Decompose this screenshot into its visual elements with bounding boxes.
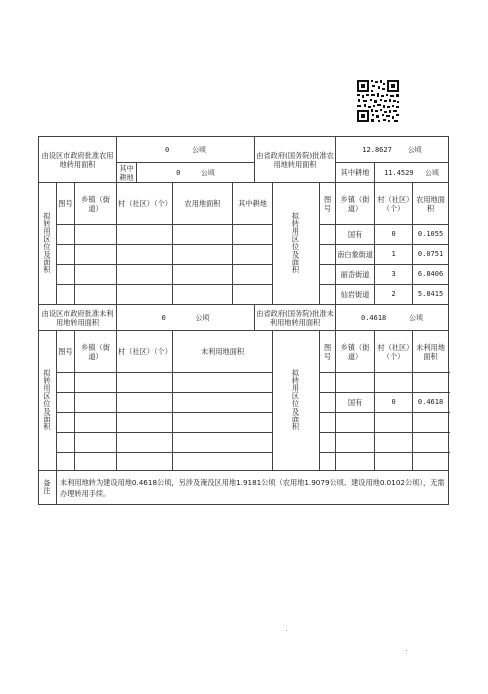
qr-code-icon [356,79,400,123]
prov-row-town: 仙岩街道 [336,285,375,305]
section-label-nong-city [39,183,57,305]
prov-gengdi-label: 其中耕地 [336,163,375,183]
city-weili-label: 由设区市政府批准未利用地转用面积 [39,305,117,331]
header-cun: 村（社区）（个） [117,183,173,225]
prov-row-nong: 0.0751 [413,245,449,265]
section-label-nong-prov [273,183,320,305]
prov-gengdi-unit: 公顷 [425,168,440,177]
city-nong-value: 0 [164,145,170,154]
prov-weili-value-cell [336,305,449,331]
section-label-weili-city [39,331,57,471]
table-row [39,265,449,285]
header-xiangzhen: 乡镇（街道） [75,183,117,225]
prov-row-cun: 0 [375,225,413,245]
prov-row-nong: 0.1055 [413,225,449,245]
city-gengdi-label: 其中耕地 [117,163,137,183]
table-row [39,393,449,413]
prov-nong-value-cell [336,137,449,163]
city-weili-unit: 公顷 [195,313,210,322]
note-text: 未利用地转为建设用地0.4618公顷，另涉及淹没区用地1.9181公顷（农用地1.9079公顷、建设用地0.0102公顷），无需办理转用手续。 [57,471,449,505]
prov-row-town: 国有 [336,225,375,245]
table-row [39,373,449,393]
city-weili-value-cell [117,305,255,331]
prov-nong-value: 12.8627 [362,145,392,154]
city-weili-value: 0 [161,313,166,322]
header-nongyong: 农用地面积 [413,183,449,225]
section-label-text: 拟转用区位及面积 [291,368,301,431]
header-xiangzhen: 乡镇（街道） [336,183,375,225]
prov-weili-label: 由省政府(国务院)批准未利用地转用面积 [255,305,336,331]
city-nong-value-cell [117,137,255,163]
table-row [39,433,449,453]
weili-row-town: 国有 [336,393,375,413]
header-weili: 未利用地面积 [413,331,449,373]
weili-row-area: 0.4618 [413,393,449,413]
header-cun: 村（社区）（个） [375,331,413,373]
prov-row-cun: 3 [375,265,413,285]
table-row [39,285,449,305]
table-row [39,225,449,245]
city-gengdi-value-cell [137,163,255,183]
header-tuhao: 图号 [57,331,75,373]
city-gengdi-value: 0 [176,168,181,177]
city-nong-unit: 公顷 [192,145,207,154]
header-xiangzhen: 乡镇（街道） [75,331,117,373]
prov-row-nong: 5.8415 [413,285,449,305]
prov-row-town: 南白象街道 [336,245,375,265]
prov-nong-label: 由省政府(国务院)批准农用地转用面积 [255,137,336,183]
header-tuhao: 图号 [57,183,75,225]
prov-row-cun: 1 [375,245,413,265]
header-cun: 村（社区）（个） [375,183,413,225]
note-label: 备注 [43,478,52,495]
section-label-text: 拟转用区位及面积 [43,211,52,274]
section-label-text: 拟转用区位及面积 [43,368,52,431]
prov-row-nong: 6.8406 [413,265,449,285]
city-gengdi-unit: 公顷 [200,168,215,177]
note-label-cell [39,471,57,505]
header-weili: 未利用地面积 [173,331,273,373]
weili-row-cun: 0 [375,393,413,413]
land-use-conversion-form [38,136,449,505]
prov-row-town: 丽岙街道 [336,265,375,285]
prov-gengdi-value: 11.4529 [384,168,414,177]
table-row [39,245,449,265]
table-row [39,453,449,471]
header-nongyong: 农用地面积 [173,183,233,225]
section-label-weili-prov [273,331,320,471]
prov-weili-unit: 公顷 [409,313,424,322]
prov-nong-unit: 公顷 [407,145,422,154]
header-gengdi: 其中耕地 [233,183,273,225]
header-xiangzhen: 乡镇（街道） [336,331,375,373]
section-label-text: 拟转用区位及面积 [291,211,301,274]
header-tuhao: 图号 [320,183,336,225]
prov-weili-value: 0.4618 [360,313,387,322]
qr-code [356,79,400,123]
header-cun: 村（社区）（个） [117,331,173,373]
table-row [39,413,449,433]
city-nong-label: 由设区市政府批准农用地转用面积 [39,137,117,183]
header-tuhao: 图号 [320,331,336,373]
scan-speck [286,630,287,631]
prov-gengdi-value-cell [375,163,449,183]
scan-speck [406,650,407,651]
prov-row-cun: 2 [375,285,413,305]
